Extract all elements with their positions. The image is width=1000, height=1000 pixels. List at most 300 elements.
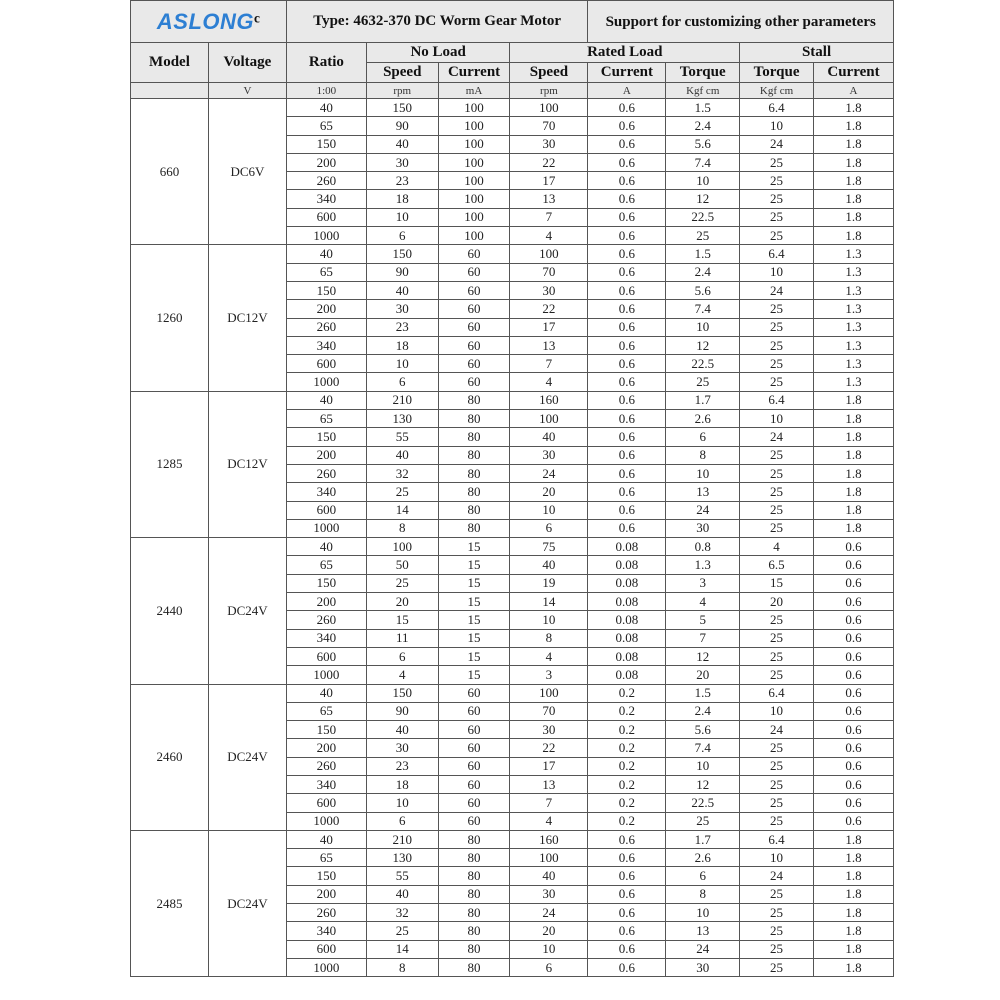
ratio-cell: 150: [286, 721, 366, 739]
ratio-cell: 150: [286, 574, 366, 592]
no-load-current-cell: 15: [438, 593, 510, 611]
no-load-current-cell: 60: [438, 318, 510, 336]
stall-current-cell: 0.6: [813, 574, 893, 592]
rated-current-cell: 0.6: [588, 153, 666, 171]
rated-current-cell: 0.6: [588, 958, 666, 976]
stall-torque-cell: 10: [740, 263, 814, 281]
no-load-speed-cell: 40: [366, 446, 438, 464]
ratio-cell: 40: [286, 99, 366, 117]
stall-current-cell: 0.6: [813, 538, 893, 556]
no-load-current-cell: 80: [438, 830, 510, 848]
rated-current-cell: 0.08: [588, 611, 666, 629]
stall-current-cell: 1.8: [813, 885, 893, 903]
no-load-speed-cell: 6: [366, 373, 438, 391]
rated-speed-cell: 7: [510, 355, 588, 373]
no-load-current-cell: 60: [438, 336, 510, 354]
rated-speed-cell: 24: [510, 904, 588, 922]
no-load-current-cell: 15: [438, 574, 510, 592]
ratio-cell: 200: [286, 593, 366, 611]
model-cell: 1285: [131, 391, 209, 537]
rated-torque-cell: 4: [666, 593, 740, 611]
unit-no-load-current: mA: [438, 83, 510, 99]
stall-current-cell: 0.6: [813, 757, 893, 775]
stall-torque-cell: 25: [740, 629, 814, 647]
stall-current-cell: 1.3: [813, 336, 893, 354]
rated-speed-cell: 100: [510, 410, 588, 428]
rated-current-cell: 0.6: [588, 428, 666, 446]
ratio-cell: 40: [286, 830, 366, 848]
rated-speed-cell: 17: [510, 757, 588, 775]
no-load-speed-cell: 10: [366, 355, 438, 373]
unit-rated-speed: rpm: [510, 83, 588, 99]
stall-current-cell: 1.8: [813, 904, 893, 922]
ratio-cell: 1000: [286, 227, 366, 245]
no-load-current-cell: 80: [438, 446, 510, 464]
stall-torque-cell: 25: [740, 501, 814, 519]
stall-torque-cell: 25: [740, 446, 814, 464]
rated-torque-cell: 1.7: [666, 391, 740, 409]
rated-speed-cell: 100: [510, 245, 588, 263]
ratio-cell: 340: [286, 336, 366, 354]
no-load-speed-cell: 40: [366, 135, 438, 153]
no-load-current-cell: 60: [438, 355, 510, 373]
stall-current-cell: 1.8: [813, 117, 893, 135]
ratio-cell: 600: [286, 501, 366, 519]
ratio-cell: 260: [286, 318, 366, 336]
stall-torque-cell: 25: [740, 519, 814, 537]
rated-speed-cell: 22: [510, 300, 588, 318]
ratio-cell: 600: [286, 940, 366, 958]
rated-torque-cell: 12: [666, 775, 740, 793]
rated-current-cell: 0.6: [588, 446, 666, 464]
rated-current-cell: 0.6: [588, 245, 666, 263]
no-load-current-cell: 15: [438, 538, 510, 556]
model-cell: 1260: [131, 245, 209, 391]
rated-torque-cell: 13: [666, 483, 740, 501]
rated-current-cell: 0.6: [588, 281, 666, 299]
stall-torque-cell: 25: [740, 373, 814, 391]
rated-torque-cell: 30: [666, 519, 740, 537]
rated-current-cell: 0.6: [588, 922, 666, 940]
no-load-speed-cell: 18: [366, 190, 438, 208]
no-load-current-cell: 80: [438, 483, 510, 501]
rated-current-cell: 0.6: [588, 208, 666, 226]
no-load-current-cell: 80: [438, 391, 510, 409]
stall-torque-cell: 25: [740, 775, 814, 793]
no-load-speed-cell: 90: [366, 702, 438, 720]
spec-body: [131, 99, 894, 977]
no-load-speed-cell: 23: [366, 318, 438, 336]
stall-current-cell: 1.8: [813, 867, 893, 885]
no-load-current-cell: 60: [438, 812, 510, 830]
header-stall-current: Current: [813, 63, 893, 83]
no-load-speed-cell: 30: [366, 739, 438, 757]
rated-speed-cell: 3: [510, 666, 588, 684]
rated-current-cell: 0.6: [588, 227, 666, 245]
stall-current-cell: 1.8: [813, 172, 893, 190]
rated-speed-cell: 4: [510, 812, 588, 830]
stall-current-cell: 1.8: [813, 940, 893, 958]
rated-current-cell: 0.6: [588, 172, 666, 190]
no-load-current-cell: 60: [438, 739, 510, 757]
no-load-current-cell: 80: [438, 464, 510, 482]
stall-current-cell: 1.8: [813, 135, 893, 153]
no-load-speed-cell: 8: [366, 519, 438, 537]
no-load-current-cell: 60: [438, 245, 510, 263]
stall-torque-cell: 25: [740, 336, 814, 354]
ratio-cell: 340: [286, 775, 366, 793]
ratio-cell: 65: [286, 556, 366, 574]
rated-torque-cell: 12: [666, 336, 740, 354]
rated-current-cell: 0.6: [588, 867, 666, 885]
rated-torque-cell: 7.4: [666, 300, 740, 318]
ratio-cell: 260: [286, 757, 366, 775]
rated-speed-cell: 14: [510, 593, 588, 611]
stall-torque-cell: 24: [740, 721, 814, 739]
ratio-cell: 340: [286, 190, 366, 208]
rated-current-cell: 0.6: [588, 336, 666, 354]
stall-torque-cell: 24: [740, 428, 814, 446]
rated-torque-cell: 10: [666, 464, 740, 482]
ratio-cell: 600: [286, 794, 366, 812]
no-load-current-cell: 100: [438, 117, 510, 135]
no-load-current-cell: 80: [438, 904, 510, 922]
no-load-speed-cell: 90: [366, 117, 438, 135]
rated-speed-cell: 160: [510, 830, 588, 848]
rated-torque-cell: 2.6: [666, 410, 740, 428]
header-no-load: No Load: [366, 43, 510, 63]
rated-current-cell: 0.6: [588, 135, 666, 153]
stall-current-cell: 1.8: [813, 391, 893, 409]
rated-current-cell: 0.2: [588, 794, 666, 812]
unit-model: [131, 83, 209, 99]
stall-current-cell: 1.3: [813, 373, 893, 391]
spec-sheet: [130, 0, 894, 990]
unit-rated-torque: Kgf cm: [666, 83, 740, 99]
rated-current-cell: 0.6: [588, 483, 666, 501]
rated-speed-cell: 100: [510, 99, 588, 117]
rated-torque-cell: 5.6: [666, 721, 740, 739]
no-load-speed-cell: 100: [366, 538, 438, 556]
ratio-cell: 200: [286, 153, 366, 171]
stall-torque-cell: 24: [740, 135, 814, 153]
rated-current-cell: 0.08: [588, 593, 666, 611]
rated-current-cell: 0.6: [588, 117, 666, 135]
voltage-cell: DC24V: [208, 538, 286, 684]
rated-speed-cell: 70: [510, 702, 588, 720]
rated-current-cell: 0.2: [588, 721, 666, 739]
no-load-speed-cell: 130: [366, 849, 438, 867]
rated-speed-cell: 7: [510, 794, 588, 812]
stall-current-cell: 0.6: [813, 812, 893, 830]
stall-current-cell: 0.6: [813, 739, 893, 757]
rated-speed-cell: 8: [510, 629, 588, 647]
no-load-current-cell: 60: [438, 794, 510, 812]
rated-current-cell: 0.6: [588, 190, 666, 208]
rated-torque-cell: 25: [666, 373, 740, 391]
rated-current-cell: 0.6: [588, 830, 666, 848]
no-load-speed-cell: 210: [366, 391, 438, 409]
rated-torque-cell: 1.5: [666, 245, 740, 263]
table-row: [131, 830, 894, 848]
stall-torque-cell: 6.4: [740, 391, 814, 409]
no-load-speed-cell: 14: [366, 501, 438, 519]
header-no-load-current: Current: [438, 63, 510, 83]
stall-current-cell: 0.6: [813, 794, 893, 812]
rated-torque-cell: 10: [666, 172, 740, 190]
no-load-speed-cell: 25: [366, 574, 438, 592]
rated-speed-cell: 6: [510, 519, 588, 537]
rated-current-cell: 0.6: [588, 391, 666, 409]
stall-current-cell: 1.8: [813, 830, 893, 848]
ratio-cell: 1000: [286, 666, 366, 684]
no-load-current-cell: 80: [438, 519, 510, 537]
rated-torque-cell: 10: [666, 904, 740, 922]
table-row: [131, 538, 894, 556]
no-load-current-cell: 80: [438, 940, 510, 958]
unit-stall-torque: Kgf cm: [740, 83, 814, 99]
no-load-speed-cell: 40: [366, 281, 438, 299]
stall-torque-cell: 25: [740, 190, 814, 208]
no-load-speed-cell: 150: [366, 684, 438, 702]
no-load-current-cell: 60: [438, 300, 510, 318]
ratio-cell: 40: [286, 684, 366, 702]
rated-torque-cell: 1.5: [666, 99, 740, 117]
ratio-cell: 40: [286, 538, 366, 556]
ratio-cell: 260: [286, 611, 366, 629]
header-voltage: Voltage: [208, 43, 286, 83]
rated-torque-cell: 7.4: [666, 153, 740, 171]
no-load-current-cell: 60: [438, 684, 510, 702]
rated-current-cell: 0.6: [588, 885, 666, 903]
stall-torque-cell: 10: [740, 849, 814, 867]
stall-torque-cell: 6.4: [740, 684, 814, 702]
header-rated-load: Rated Load: [510, 43, 740, 63]
stall-current-cell: 0.6: [813, 647, 893, 665]
rated-current-cell: 0.2: [588, 812, 666, 830]
table-title: Type: 4632-370 DC Worm Gear Motor: [286, 1, 587, 43]
stall-torque-cell: 25: [740, 300, 814, 318]
ratio-cell: 200: [286, 300, 366, 318]
rated-torque-cell: 25: [666, 227, 740, 245]
unit-stall-current: A: [813, 83, 893, 99]
rated-torque-cell: 12: [666, 647, 740, 665]
rated-current-cell: 0.6: [588, 318, 666, 336]
stall-torque-cell: 25: [740, 666, 814, 684]
ratio-cell: 200: [286, 739, 366, 757]
rated-speed-cell: 10: [510, 611, 588, 629]
rated-current-cell: 0.6: [588, 501, 666, 519]
stall-current-cell: 1.8: [813, 153, 893, 171]
rated-torque-cell: 7: [666, 629, 740, 647]
no-load-speed-cell: 55: [366, 867, 438, 885]
ratio-cell: 600: [286, 208, 366, 226]
no-load-speed-cell: 6: [366, 227, 438, 245]
stall-torque-cell: 24: [740, 867, 814, 885]
stall-current-cell: 1.3: [813, 300, 893, 318]
rated-speed-cell: 24: [510, 464, 588, 482]
rated-torque-cell: 25: [666, 812, 740, 830]
no-load-speed-cell: 6: [366, 647, 438, 665]
stall-current-cell: 0.6: [813, 611, 893, 629]
rated-torque-cell: 12: [666, 190, 740, 208]
stall-current-cell: 1.8: [813, 446, 893, 464]
ratio-cell: 150: [286, 428, 366, 446]
voltage-cell: DC12V: [208, 391, 286, 537]
no-load-speed-cell: 23: [366, 757, 438, 775]
stall-torque-cell: 25: [740, 172, 814, 190]
rated-current-cell: 0.6: [588, 849, 666, 867]
stall-torque-cell: 25: [740, 794, 814, 812]
no-load-current-cell: 80: [438, 849, 510, 867]
rated-speed-cell: 30: [510, 281, 588, 299]
table-row: [131, 99, 894, 117]
table-row: [131, 684, 894, 702]
model-cell: 2440: [131, 538, 209, 684]
stall-current-cell: 1.3: [813, 355, 893, 373]
stall-current-cell: 1.3: [813, 318, 893, 336]
rated-torque-cell: 1.7: [666, 830, 740, 848]
no-load-speed-cell: 40: [366, 885, 438, 903]
rated-torque-cell: 1.3: [666, 556, 740, 574]
table-row: [131, 245, 894, 263]
rated-current-cell: 0.2: [588, 739, 666, 757]
no-load-current-cell: 80: [438, 885, 510, 903]
ratio-cell: 600: [286, 647, 366, 665]
no-load-current-cell: 80: [438, 867, 510, 885]
ratio-cell: 65: [286, 117, 366, 135]
stall-torque-cell: 25: [740, 812, 814, 830]
no-load-speed-cell: 15: [366, 611, 438, 629]
unit-rated-current: A: [588, 83, 666, 99]
no-load-current-cell: 15: [438, 666, 510, 684]
stall-current-cell: 1.8: [813, 922, 893, 940]
ratio-cell: 340: [286, 629, 366, 647]
rated-torque-cell: 7.4: [666, 739, 740, 757]
header-stall-torque: Torque: [740, 63, 814, 83]
rated-current-cell: 0.6: [588, 263, 666, 281]
stall-current-cell: 1.3: [813, 263, 893, 281]
no-load-speed-cell: 55: [366, 428, 438, 446]
no-load-current-cell: 60: [438, 775, 510, 793]
ratio-cell: 1000: [286, 812, 366, 830]
no-load-speed-cell: 25: [366, 483, 438, 501]
stall-current-cell: 1.8: [813, 464, 893, 482]
stall-torque-cell: 24: [740, 281, 814, 299]
no-load-speed-cell: 40: [366, 721, 438, 739]
ratio-cell: 260: [286, 904, 366, 922]
ratio-cell: 1000: [286, 958, 366, 976]
rated-torque-cell: 6: [666, 867, 740, 885]
no-load-current-cell: 80: [438, 958, 510, 976]
stall-current-cell: 1.8: [813, 190, 893, 208]
rated-speed-cell: 10: [510, 940, 588, 958]
customization-note: Support for customizing other parameters: [588, 1, 894, 43]
rated-speed-cell: 13: [510, 336, 588, 354]
no-load-speed-cell: 32: [366, 464, 438, 482]
stall-current-cell: 0.6: [813, 556, 893, 574]
rated-torque-cell: 22.5: [666, 208, 740, 226]
rated-current-cell: 0.6: [588, 410, 666, 428]
no-load-speed-cell: 130: [366, 410, 438, 428]
rated-speed-cell: 70: [510, 117, 588, 135]
no-load-current-cell: 100: [438, 135, 510, 153]
rated-speed-cell: 30: [510, 446, 588, 464]
no-load-speed-cell: 23: [366, 172, 438, 190]
ratio-cell: 1000: [286, 373, 366, 391]
stall-current-cell: 0.6: [813, 684, 893, 702]
rated-torque-cell: 0.8: [666, 538, 740, 556]
rated-torque-cell: 8: [666, 885, 740, 903]
stall-torque-cell: 25: [740, 611, 814, 629]
no-load-current-cell: 60: [438, 263, 510, 281]
rated-torque-cell: 2.4: [666, 263, 740, 281]
table-row: [131, 391, 894, 409]
voltage-cell: DC24V: [208, 684, 286, 830]
rated-speed-cell: 19: [510, 574, 588, 592]
unit-ratio: 1:00: [286, 83, 366, 99]
ratio-cell: 65: [286, 410, 366, 428]
rated-torque-cell: 22.5: [666, 355, 740, 373]
stall-current-cell: 1.8: [813, 501, 893, 519]
stall-current-cell: 1.3: [813, 281, 893, 299]
rated-torque-cell: 10: [666, 318, 740, 336]
rated-torque-cell: 8: [666, 446, 740, 464]
rated-torque-cell: 6: [666, 428, 740, 446]
no-load-speed-cell: 30: [366, 153, 438, 171]
header-rated-torque: Torque: [666, 63, 740, 83]
rated-current-cell: 0.6: [588, 940, 666, 958]
rated-current-cell: 0.6: [588, 519, 666, 537]
brand-mark: c: [254, 10, 260, 26]
no-load-speed-cell: 4: [366, 666, 438, 684]
unit-voltage: V: [208, 83, 286, 99]
no-load-speed-cell: 10: [366, 794, 438, 812]
ratio-cell: 150: [286, 281, 366, 299]
rated-current-cell: 0.2: [588, 702, 666, 720]
rated-speed-cell: 4: [510, 373, 588, 391]
motor-spec-table: [130, 0, 894, 977]
stall-current-cell: 1.8: [813, 227, 893, 245]
ratio-cell: 65: [286, 263, 366, 281]
rated-speed-cell: 4: [510, 647, 588, 665]
stall-torque-cell: 25: [740, 757, 814, 775]
no-load-speed-cell: 30: [366, 300, 438, 318]
stall-current-cell: 1.8: [813, 99, 893, 117]
rated-torque-cell: 5.6: [666, 281, 740, 299]
no-load-current-cell: 15: [438, 556, 510, 574]
stall-current-cell: 0.6: [813, 702, 893, 720]
rated-speed-cell: 100: [510, 684, 588, 702]
rated-speed-cell: 22: [510, 153, 588, 171]
stall-current-cell: 0.6: [813, 775, 893, 793]
rated-torque-cell: 13: [666, 922, 740, 940]
stall-current-cell: 0.6: [813, 721, 893, 739]
rated-current-cell: 0.2: [588, 775, 666, 793]
stall-current-cell: 1.8: [813, 410, 893, 428]
rated-current-cell: 0.2: [588, 684, 666, 702]
stall-torque-cell: 6.4: [740, 245, 814, 263]
rated-current-cell: 0.08: [588, 647, 666, 665]
stall-torque-cell: 25: [740, 958, 814, 976]
no-load-speed-cell: 20: [366, 593, 438, 611]
no-load-current-cell: 15: [438, 647, 510, 665]
rated-torque-cell: 1.5: [666, 684, 740, 702]
stall-current-cell: 0.6: [813, 666, 893, 684]
no-load-current-cell: 80: [438, 428, 510, 446]
stall-torque-cell: 25: [740, 208, 814, 226]
ratio-cell: 260: [286, 172, 366, 190]
